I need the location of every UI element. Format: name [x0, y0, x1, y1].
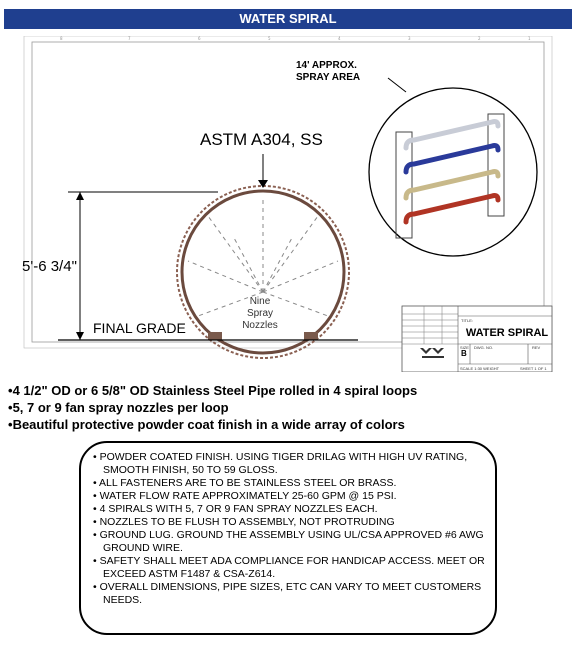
spec-item: • POWDER COATED FINISH. USING TIGER DRILAG WITH HIGH UV RATING, SMOOTH FINISH, 50 TO 59 GLOSS. — [89, 451, 499, 477]
title-block-size: B — [461, 349, 467, 358]
svg-text:4: 4 — [338, 36, 341, 41]
final-grade-label: FINAL GRADE — [93, 320, 186, 336]
material-label: ASTM A304, SS — [200, 130, 323, 149]
rev-caption: REV — [532, 345, 541, 350]
scale-caption: SCALE 1:30 WEIGHT — [460, 366, 500, 371]
spec-item: • NOZZLES TO BE FLUSH TO ASSEMBLY, NOT PROTRUDING — [89, 516, 499, 529]
spec-item: • SAFETY SHALL MEET ADA COMPLIANCE FOR HANDICAP ACCESS. MEET OR EXCEED ASTM F1487 & CSA-Z614. — [89, 555, 499, 581]
height-dimension: 5'-6 3/4" — [22, 258, 77, 275]
svg-text:2: 2 — [478, 36, 481, 41]
spec-item: • OVERALL DIMENSIONS, PIPE SIZES, ETC CAN VARY TO MEET CUSTOMERS NEEDS. — [89, 581, 499, 607]
svg-text:8: 8 — [60, 36, 63, 41]
feature-item: • 4 1/2" OD or 6 5/8" OD Stainless Steel Pipe rolled in 4 spiral loops — [8, 382, 417, 399]
svg-text:5: 5 — [268, 36, 271, 41]
spec-item: • ALL FASTENERS ARE TO BE STAINLESS STEEL OR BRASS. — [89, 477, 499, 490]
spec-item: • GROUND LUG. GROUND THE ASSEMBLY USING UL/CSA APPROVED #6 AWG GROUND WIRE. — [89, 529, 499, 555]
title-caption: TITLE: — [461, 318, 474, 323]
spec-item: • WATER FLOW RATE APPROXIMATELY 25-60 GPM @ 15 PSI. — [89, 490, 499, 503]
dwg-caption: DWG. NO. — [474, 345, 494, 350]
svg-text:6: 6 — [198, 36, 201, 41]
spray-area-label: 14' APPROX. SPRAY AREA — [296, 60, 361, 83]
nozzle-label: Nine Spray Nozzles — [242, 296, 278, 331]
page-title: WATER SPIRAL — [4, 9, 572, 29]
title-block-title: WATER SPIRAL — [465, 327, 549, 339]
spec-item: • 4 SPIRALS WITH 5, 7 OR 9 FAN SPRAY NOZZLES EACH. — [89, 503, 499, 516]
sheet-caption: SHEET 1 OF 1 — [520, 366, 547, 371]
feature-item: • Beautiful protective powder coat finish in a wide array of colors — [8, 416, 417, 433]
feature-list — [8, 382, 417, 433]
svg-text:7: 7 — [128, 36, 131, 41]
feature-item: • 5, 7 or 9 fan spray nozzles per loop — [8, 399, 417, 416]
svg-text:1: 1 — [528, 36, 531, 41]
size-caption: SIZE — [460, 345, 469, 350]
spec-list — [89, 451, 499, 607]
svg-text:3: 3 — [408, 36, 411, 41]
